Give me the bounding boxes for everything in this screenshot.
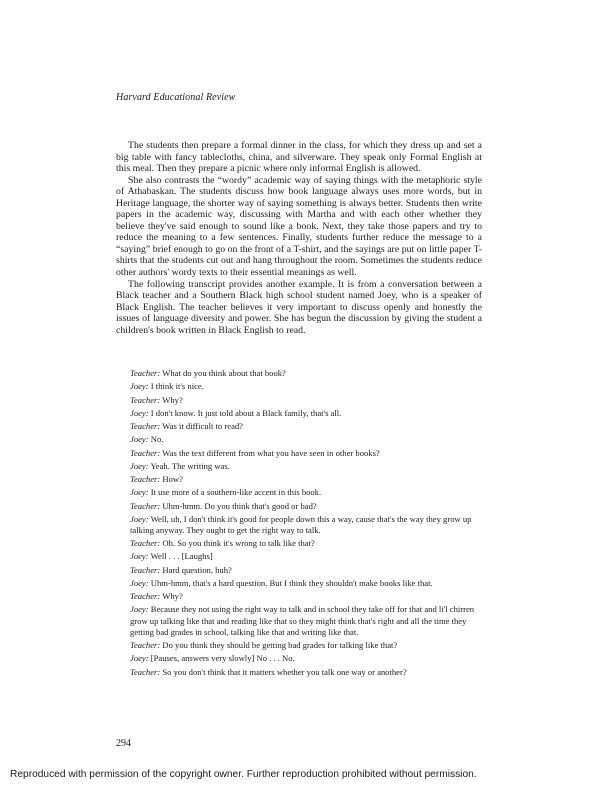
- dialogue-line: Was it difficult to read?: [162, 421, 243, 431]
- speaker-label: Joey:: [130, 381, 149, 392]
- speaker-label: Teacher:: [130, 640, 161, 651]
- dialogue-turn: [130, 395, 482, 406]
- permission-notice: Reproduced with permission of the copyright owner. Further reproduction prohibited without permission.: [10, 769, 477, 780]
- dialogue-turn: [130, 381, 482, 392]
- dialogue-line: How?: [162, 474, 183, 484]
- dialogue-turn: [130, 551, 482, 562]
- dialogue-turn: [130, 514, 482, 536]
- paragraph: The students then prepare a formal dinner in the class, for which they dress up and set a big table with fancy tablecloths, china, and silverware. They speak only Formal English at this meal. Then they prepare a picnic where only informal English is allowed.: [116, 140, 482, 175]
- dialogue-turn: [130, 448, 482, 459]
- dialogue-line: I think it's nice.: [150, 381, 204, 392]
- dialogue-turn: [130, 461, 482, 472]
- dialogue-turn: [130, 501, 482, 512]
- running-head-journal-title: Harvard Educational Review: [116, 92, 236, 103]
- speaker-label: Joey:: [130, 513, 149, 524]
- page-number: 294: [116, 738, 131, 749]
- speaker-label: Teacher:: [130, 394, 161, 405]
- dialogue-line: Was the text different from what you have seen in other books?: [162, 447, 380, 458]
- paragraph: The following transcript provides another example. It is from a conversation between a Black teacher and a Southern Black high school student named Joey, who is a speaker of Black English. The teacher believes it very important to discuss openly and honestly the issues of language diversity and power. She has begun the discussion by giving the student a children's book written in Black English to read.: [116, 278, 482, 336]
- dialogue-turn: [130, 421, 482, 432]
- dialogue-line: It use more of a southern-like accent in this book.: [150, 487, 322, 498]
- dialogue-turn: [130, 368, 482, 379]
- dialogue-line: Why?: [162, 591, 183, 602]
- dialogue-turn: [130, 474, 482, 485]
- speaker-label: Joey:: [130, 434, 149, 445]
- speaker-label: Joey:: [130, 551, 149, 562]
- speaker-label: Teacher:: [130, 538, 161, 549]
- speaker-label: Joey:: [130, 653, 149, 664]
- dialogue-line: Uhm-hmm, that's a hard question. But I think they shouldn't make books like that.: [150, 577, 433, 588]
- dialogue-line: Oh. So you think it's wrong to talk like that?: [162, 538, 315, 549]
- dialogue-line: Hard question, huh?: [162, 564, 232, 575]
- dialogue-line: Uhm-hmm. Do you think that's good or bad?: [162, 500, 317, 511]
- dialogue-turn: [130, 591, 482, 602]
- speaker-label: Teacher:: [130, 474, 161, 484]
- speaker-label: Teacher:: [130, 564, 161, 575]
- speaker-label: Teacher:: [130, 500, 161, 511]
- dialogue-line: So you don't think that it matters whether you talk one way or another?: [162, 666, 407, 677]
- dialogue-line: I don't know. It just told about a Black family, that's all.: [150, 407, 342, 418]
- dialogue-line: Yeah. The writing was.: [150, 460, 230, 471]
- speaker-label: Teacher:: [130, 666, 161, 677]
- dialogue-turn: [130, 604, 482, 638]
- dialogue-line: Well . . . [Laughs]: [150, 551, 213, 562]
- speaker-label: Teacher:: [130, 368, 161, 378]
- speaker-label: Joey:: [130, 604, 149, 615]
- dialogue-line: Why?: [162, 394, 183, 405]
- speaker-label: Teacher:: [130, 447, 161, 458]
- dialogue-turn: [130, 653, 482, 664]
- dialogue-turn: [130, 667, 482, 678]
- speaker-label: Joey:: [130, 487, 149, 498]
- dialogue-turn: [130, 565, 482, 576]
- dialogue-turn: [130, 640, 482, 651]
- dialogue-turn: [130, 408, 482, 419]
- speaker-label: Teacher:: [130, 421, 161, 431]
- body-text: [116, 140, 482, 336]
- dialogue-line: Do you think they should be getting bad grades for talking like that?: [162, 640, 398, 651]
- dialogue-line: [Pauses, answers very slowly] No . . . No.: [150, 653, 295, 664]
- dialogue-turn: [130, 434, 482, 445]
- transcript-dialogue: [130, 368, 482, 680]
- dialogue-line: Well, uh, I don't think it's good for people down this a way, cause that's the way they grow up talking anyway. They ought to get the right way to talk.: [130, 513, 472, 535]
- dialogue-turn: [130, 578, 482, 589]
- speaker-label: Teacher:: [130, 591, 161, 602]
- paragraph: She also contrasts the “wordy” academic way of saying things with the metaphoric style of Athabaskan. The students discuss how book language always uses more words, but in Heritage language, the shorter way of saying something is always better. Students then write papers in the academic way, discussing with Martha and with each other whether they believe they've said enough to sound like a book. Next, they take those papers and try to reduce the meaning to a few sentences. Finally, students further reduce the message to a “saying” brief enough to go on the front of a T-shirt, and the sayings are put on little paper T-shirts that the students cut out and hang throughout the room. Sometimes the students reduce other authors' wordy texts to their essential meanings as well.: [116, 174, 482, 279]
- speaker-label: Joey:: [130, 460, 149, 471]
- dialogue-turn: [130, 487, 482, 498]
- speaker-label: Joey:: [130, 577, 149, 588]
- dialogue-line: Because they not using the right way to talk and in school they take off for that and li'l chirren grow up talking like that and reading like that so they might think that's right and all the time they getting bad grades in school, talking like that and writing like that.: [130, 604, 475, 637]
- dialogue-turn: [130, 538, 482, 549]
- dialogue-line: What do you think about that book?: [162, 368, 286, 378]
- speaker-label: Joey:: [130, 407, 149, 418]
- dialogue-line: No.: [150, 434, 164, 445]
